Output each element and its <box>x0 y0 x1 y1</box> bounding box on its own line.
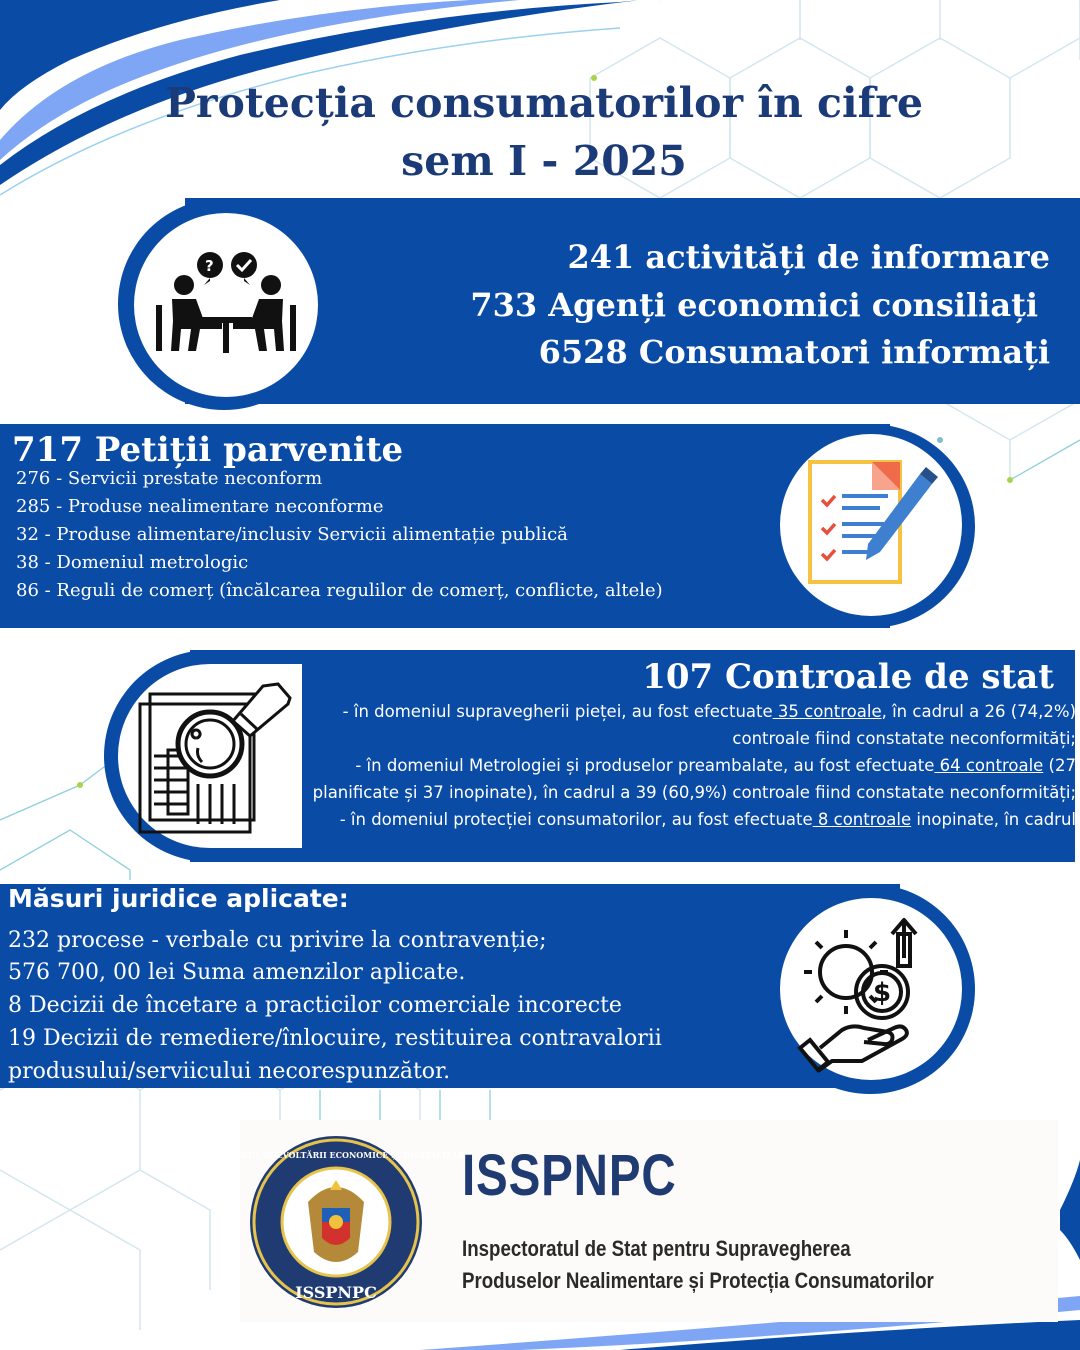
logo-name: ISSPNPC <box>462 1143 677 1208</box>
juridical-line: 576 700, 00 lei Suma amenzilor aplicate. <box>8 960 466 985</box>
controls-p2-text: - în domeniul Metrologiei și produselor preambalate, au fost efectuate <box>355 756 935 775</box>
controls-p2-count: 64 controale <box>934 756 1044 775</box>
petition-item: 86 - Reguli de comerț (încălcarea regulilor de comerț, conflicte, altele) <box>16 580 663 601</box>
controls-p1-rest: , în cadrul a 26 (74,2%) controale fiind constatate neconformități; <box>732 702 1076 748</box>
petitions-title: 717 Petiții parvenite <box>12 430 404 470</box>
title-line-2: sem I - 2025 <box>401 137 687 185</box>
checklist-icon <box>780 434 962 616</box>
controls-p1-count: 35 controale <box>772 702 882 721</box>
seal-top-text: MINISTERUL DEZVOLTĂRII ECONOMICE ȘI DIGITALIZĂRII <box>200 1150 472 1160</box>
petitions-circle <box>780 434 962 616</box>
svg-text:$: $ <box>872 978 892 1008</box>
info-circle <box>134 213 318 397</box>
controls-paragraph-1 <box>286 698 1076 752</box>
juridical-line: produsului/serviicului necorespunzător. <box>8 1059 451 1084</box>
controls-title: 107 Controale de stat <box>642 657 1054 697</box>
seal-bottom-text: ISSPNPC <box>295 1283 377 1302</box>
seal-emblem <box>200 1132 472 1312</box>
controls-paragraph-2 <box>286 752 1076 806</box>
logo-subtitle-1: Inspectoratul de Stat pentru Supravegherea <box>462 1236 851 1261</box>
title-line-1: Protecția consumatorilor în cifre <box>165 79 923 127</box>
petition-item: 276 - Servicii prestate neconform <box>16 468 323 489</box>
controls-paragraph-3 <box>286 806 1076 833</box>
info-line-1: 241 activități de informare <box>567 238 1050 276</box>
controls-p3-count: 8 controale <box>812 810 912 829</box>
info-line-3: 6528 Consumatori informați <box>538 333 1050 371</box>
petition-item: 38 - Domeniul metrologic <box>16 552 249 573</box>
page-title <box>0 74 1080 190</box>
petition-item: 285 - Produse nealimentare neconforme <box>16 496 384 517</box>
controls-p3-text: - în domeniul protecției consumatorilor, au fost efectuate <box>339 810 813 829</box>
document-magnifier-icon <box>118 664 302 848</box>
logo-subtitle-2: Produselor Nealimentare și Protecția Consumatorilor <box>462 1268 934 1293</box>
meeting-icon <box>134 213 318 397</box>
controls-p3-rest: inopinate, în cadrul <box>911 810 1076 829</box>
controls-p1-text: - în domeniul supravegherii pieței, au fost efectuate <box>342 702 773 721</box>
controls-p2-rest: (27 planificate și 37 inopinate), în cadrul a 39 (60,9%) controale fiind constatate neconformități; <box>312 756 1076 802</box>
petition-item: 32 - Produse alimentare/inclusiv Servicii alimentație publică <box>16 524 568 545</box>
controls-text <box>286 698 1076 886</box>
logo-block <box>200 1120 1058 1322</box>
juridical-line: 232 procese - verbale cu privire la contravenție; <box>8 928 547 953</box>
juridical-line: 8 Decizii de încetare a practicilor comerciale incorecte <box>8 993 622 1018</box>
juridical-line: 19 Decizii de remediere/înlocuire, restituirea contravalorii <box>8 1026 662 1051</box>
juridical-title: Măsuri juridice aplicate: <box>8 884 349 913</box>
controls-circle <box>118 664 302 848</box>
info-line-2: 733 Agenți economici consiliați <box>470 286 1038 324</box>
money-gear-icon <box>780 898 962 1080</box>
swoosh-right-dark <box>1060 1160 1080 1260</box>
juridical-circle <box>780 898 962 1080</box>
svg-text:?: ? <box>205 257 214 275</box>
